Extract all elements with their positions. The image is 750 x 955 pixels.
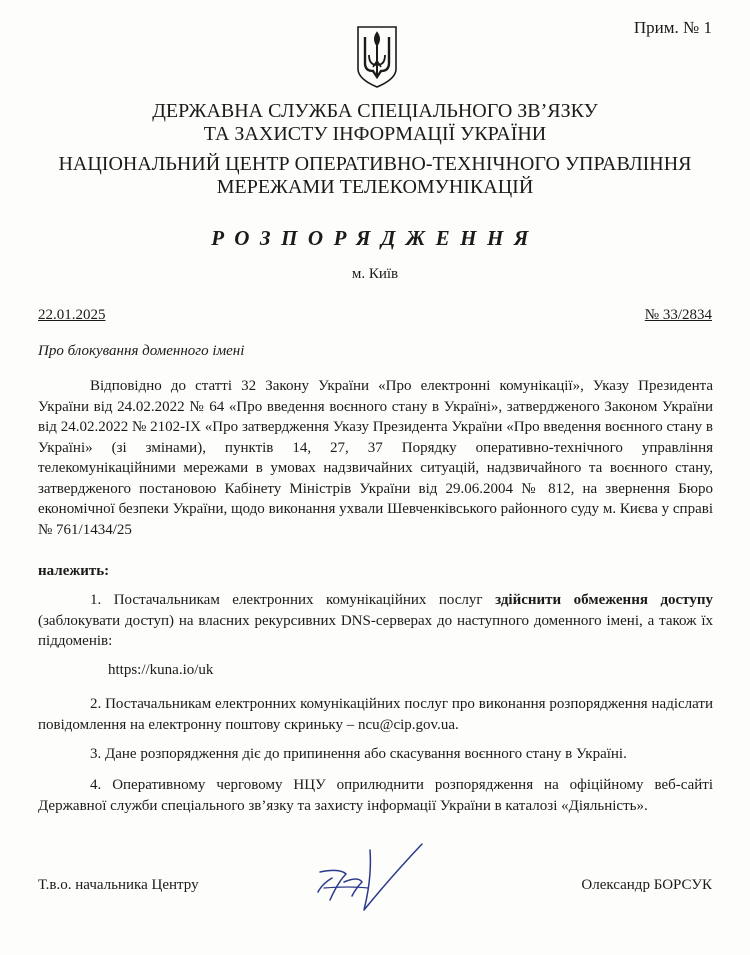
document-type-title: РОЗПОРЯДЖЕННЯ [211,226,539,250]
order-item-4 [38,775,713,816]
order-item-1-text-start: 1. Постачальникам електронних комунікаційних послуг [90,592,496,608]
organization-line-2: ТА ЗАХИСТУ ІНФОРМАЦІЇ УКРАЇНИ [203,123,547,145]
resolve-label: належить: [38,563,110,579]
organization-line-4: МЕРЕЖАМИ ТЕЛЕКОМУНІКАЦІЙ [216,176,534,198]
order-item-2-paragraph: 2. Постачальникам електронних комунікаційних послуг про виконання розпорядження надіслати повідомлення на електронну поштову скриньку – ncu@cip.gov.ua. [38,696,713,733]
signer-name: Олександр БОРСУК [581,877,712,893]
city-label: м. Київ [351,266,399,282]
order-item-3-paragraph: 3. Дане розпорядження діє до припинення або скасування воєнного стану в Україні. [90,746,627,762]
order-item-2 [38,694,713,735]
order-item-1-bold: здійснити обмеження доступу [495,592,713,608]
organization-header [0,100,750,146]
order-item-3 [38,744,713,765]
blocked-domain-url: https://kuna.io/uk [108,662,214,678]
annex-label: Прим. № 1 [633,18,712,37]
order-item-1-paragraph [38,590,713,652]
center-header [0,153,750,199]
organization-line-1: ДЕРЖАВНА СЛУЖБА СПЕЦІАЛЬНОГО ЗВ’ЯЗКУ [152,100,598,122]
document-number: № 33/2834 [644,307,712,323]
trident-coat-of-arms-icon [355,25,399,89]
order-item-4-paragraph: 4. Оперативному черговому НЦУ оприлюднити розпорядження на офіційному веб-сайті Державної служби спеціального зв’язку та захисту інформації України в каталозі «Діяльність». [38,777,713,814]
preamble-block [38,376,713,540]
preamble-paragraph: Відповідно до статті 32 Закону України «Про електронні комунікації», Указу Президента України від 24.02.2022 № 64 «Про введення воєнного стану в Україні», затвердженого Законом України від 24.02.2022 № 2102-ІХ «Про затвердження Указу Президента України «Про введення воєнного стану в Україні» (зі змінами), пунктів 14, 27, 37 Порядку оперативно-технічного управління телекомунікаційними мережами в умовах надзвичайних ситуацій, надзвичайного та воєнного стану, затвердженого постановою Кабінету Міністрів України від 29.06.2004 № 812, на звернення Бюро економічної безпеки України, щодо виконання ухвали Шевченківського районного суду м. Києва у справі № 761/1434/25 [38,378,713,538]
document-date: 22.01.2025 [38,307,106,323]
organization-line-3: НАЦІОНАЛЬНИЙ ЦЕНТР ОПЕРАТИВНО-ТЕХНІЧНОГО УПРАВЛІННЯ [58,153,692,175]
order-item-1-text-end: (заблокувати доступ) на власних рекурсивних DNS-серверах до наступного доменного імені, а також їх піддоменів: [38,612,713,649]
order-item-1 [38,590,713,652]
document-subject: Про блокування доменного імені [38,343,245,359]
handwritten-signature-icon [310,838,435,918]
signer-position: Т.в.о. начальника Центру [38,877,199,893]
